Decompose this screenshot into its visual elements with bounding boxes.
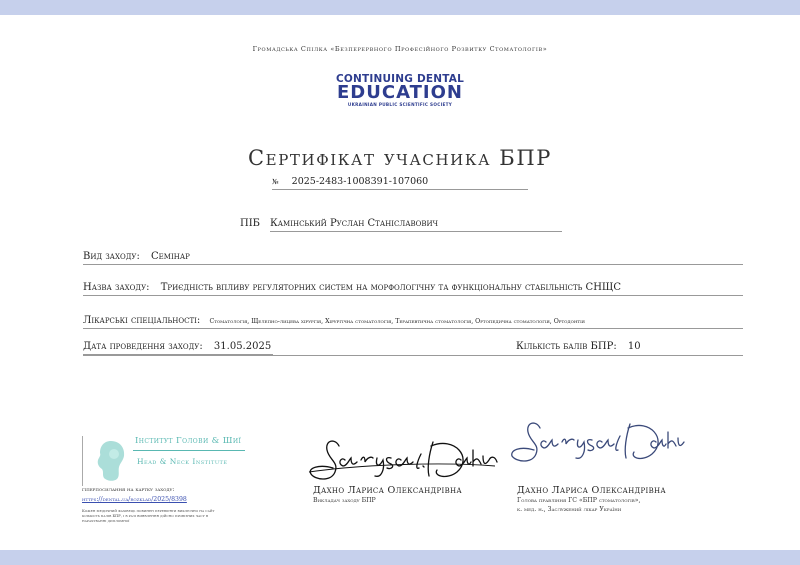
bottom-band: [0, 550, 800, 565]
signature-1-image: [305, 432, 500, 488]
specialties-field: [83, 315, 743, 329]
specialties-value: Стоматологія, Щелепно-лицева хірургія, Хірургічна стоматологія, Терапевтична стоматологія, Ортопедична стоматологія, Ортодонтія: [209, 318, 585, 325]
row-divider: [83, 355, 743, 356]
event-date-value: 31.05.2025: [213, 341, 272, 352]
institute-rule: [133, 450, 245, 451]
hyperlink-label: гіперпосилання на картку заходу:: [82, 487, 175, 493]
institute-logo: [82, 436, 273, 486]
event-card-link[interactable]: https://dental.ua/rozklad/2025/8398: [82, 496, 187, 503]
points-label: Кількість балів БПР:: [516, 341, 617, 352]
signer-2-role-1: Голова правління ГС «БПР стоматологів»,: [517, 497, 641, 504]
top-band: [0, 0, 800, 15]
event-date-label: Дата проведення заходу:: [83, 341, 203, 352]
logo-line-1: CONTINUING DENTAL: [335, 73, 464, 85]
cde-logo: [330, 74, 470, 108]
certificate-title: Сертифікат учасника БПР: [248, 146, 552, 170]
institute-name-en: Head & Neck Institute: [137, 457, 228, 466]
signature-2-image: [510, 418, 690, 474]
signer-2-name: Дахно Лариса Олександрівна: [517, 485, 667, 496]
points-value: 10: [627, 341, 641, 352]
specialties-label: Лікарські спеціальності:: [83, 315, 201, 326]
event-type-field: [83, 251, 743, 265]
logo-line-2: EDUCATION: [337, 82, 463, 103]
event-name-label: Назва заходу:: [83, 282, 150, 293]
signature-block-2: [517, 485, 666, 514]
certificate-number: [272, 176, 528, 190]
number-symbol: №: [272, 178, 279, 186]
event-date-field: [83, 341, 273, 355]
event-name-field: [83, 282, 743, 296]
signer-1-name: Дахно Лариса Олександрівна: [313, 485, 463, 496]
institute-name-ua: Інститут Голови & Шиї: [135, 436, 242, 446]
participant-name: Камінський Руслан Станіславович: [270, 218, 562, 232]
disclaimer-text: Кожен медичний фахівець повинен перевіряти виключно на сайт кількість балів БПР, і в разі виявлення дійсно провізних часу в нарахуванні дипломної: [82, 509, 215, 523]
participant-label: ПІБ: [240, 218, 261, 229]
logo-line-3: UKRAINIAN PUBLIC SCIENTIFIC SOCIETY: [347, 102, 453, 107]
event-name-value: Триєдність впливу регуляторних систем на морфологічну та функціональну стабільність СНЩС: [160, 282, 621, 293]
signer-1-role: Викладач заходу БПР: [313, 497, 376, 504]
points-field: [516, 341, 641, 352]
signer-2-role-2: к. мед. н., Заслужений лікар України: [517, 506, 622, 513]
event-type-label: Вид заходу:: [83, 251, 140, 262]
certificate-number-value: 2025-2483-1008391-107060: [291, 176, 429, 187]
organization-name: Громадська Спілка «Безперервного Професійного Розвитку Стоматологів»: [252, 45, 548, 53]
head-profile-icon: [93, 438, 129, 484]
event-type-value: Семінар: [151, 251, 190, 262]
signature-block-1: [313, 485, 462, 505]
